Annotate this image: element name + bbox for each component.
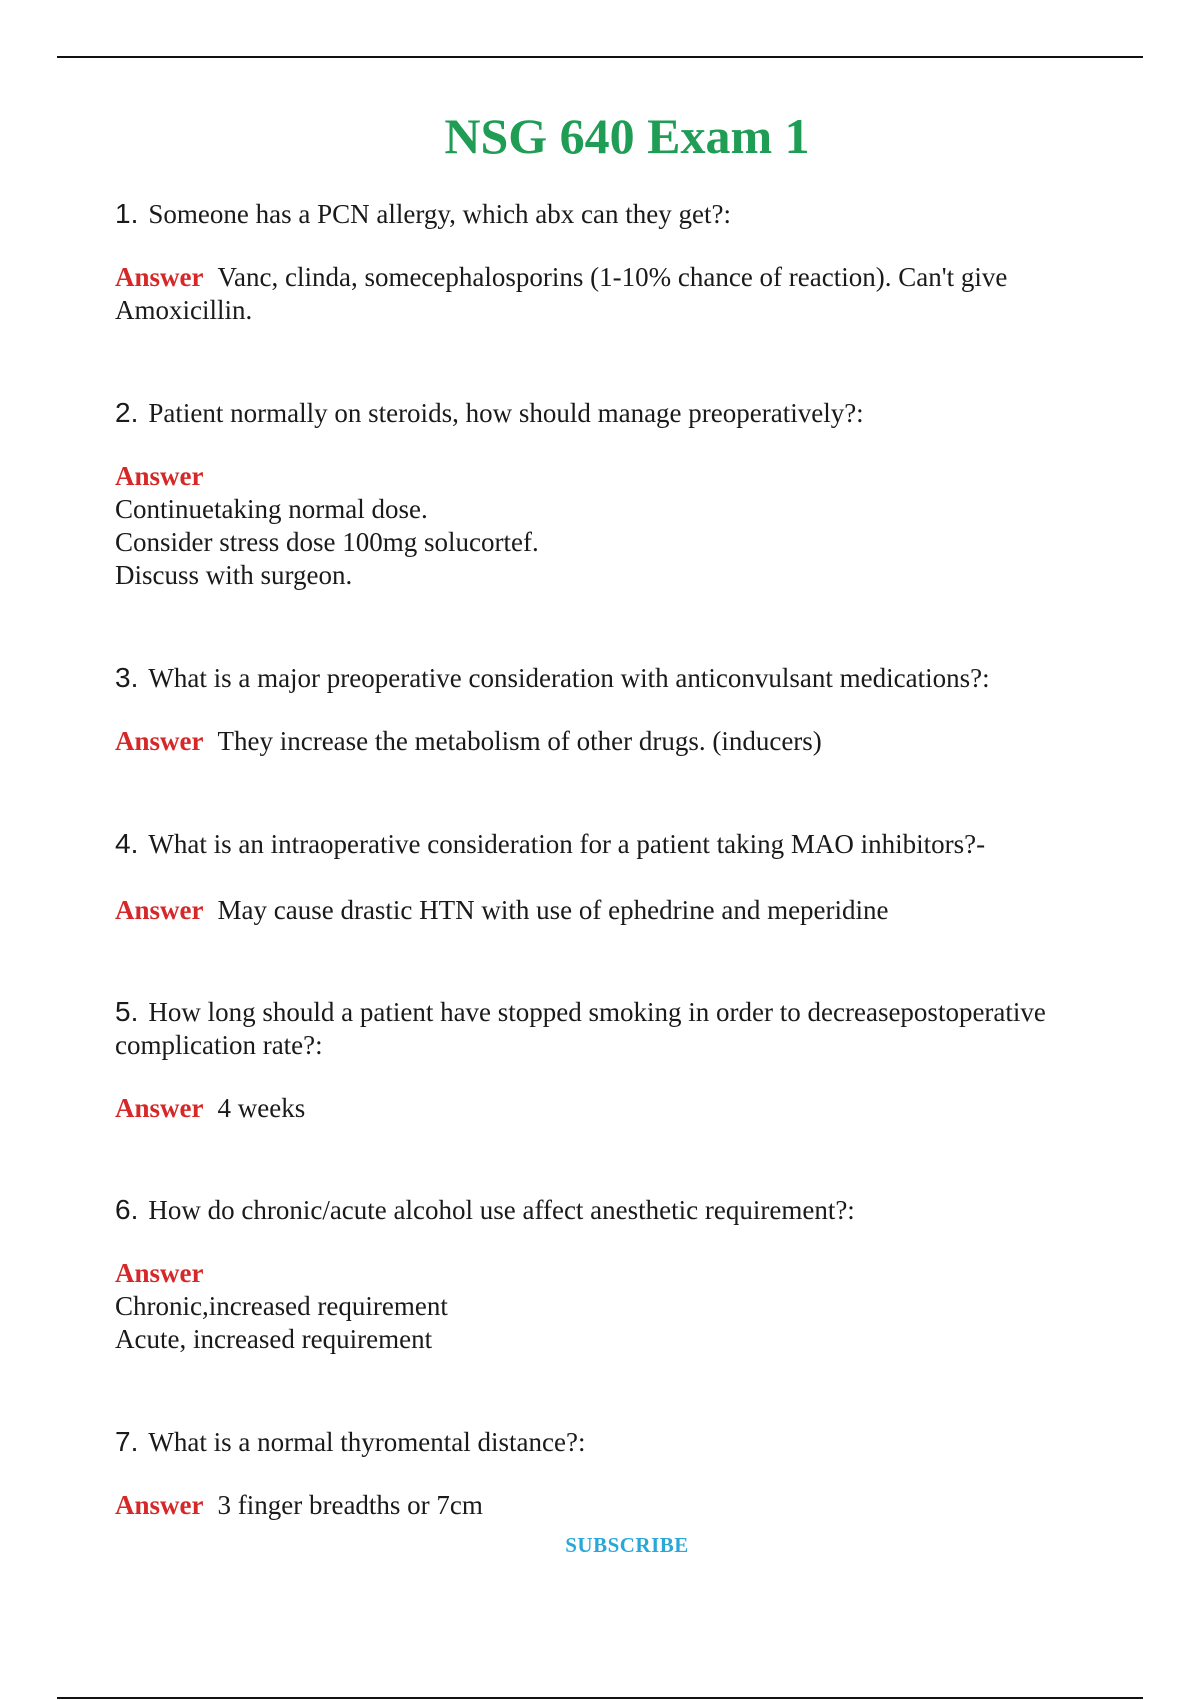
question-number: 5. xyxy=(115,996,139,1027)
qa-item-3 xyxy=(115,661,1115,758)
answer-label: Answer xyxy=(115,1093,204,1123)
document-title: NSG 640 Exam 1 xyxy=(444,107,810,164)
answer xyxy=(115,1257,1115,1356)
answer-text: Vanc, clinda, somecephalosporins (1-10% chance of reaction). Can't give Amoxicillin. xyxy=(115,262,1008,325)
question-text: How long should a patient have stopped smoking in order to decreasepostoperative complication rate?: xyxy=(115,997,1046,1060)
question-text: What is an intraoperative consideration for a patient taking MAO inhibitors?- xyxy=(148,829,986,859)
question xyxy=(115,661,1115,695)
question-number: 4. xyxy=(115,828,139,859)
answer-line: Acute, increased requirement xyxy=(115,1324,433,1354)
answer xyxy=(115,460,1115,592)
answer-text: 4 weeks xyxy=(217,1093,306,1123)
answer-label: Answer xyxy=(115,262,204,292)
question xyxy=(115,827,1115,861)
answer-label: Answer xyxy=(115,461,204,491)
answer-label: Answer xyxy=(115,1490,204,1520)
answer xyxy=(115,1092,1115,1125)
question xyxy=(115,1193,1115,1227)
question-number: 7. xyxy=(115,1426,139,1457)
qa-item-6 xyxy=(115,1193,1115,1356)
answer-label: Answer xyxy=(115,726,204,756)
answer xyxy=(115,1489,1115,1522)
answer-line: Consider stress dose 100mg solucortef. xyxy=(115,527,539,557)
answer-text: May cause drastic HTN with use of ephedrine and meperidine xyxy=(217,895,889,925)
answer-text: 3 finger breadths or 7cm xyxy=(217,1490,483,1520)
question xyxy=(115,1425,1115,1459)
qa-item-1 xyxy=(115,197,1115,327)
answer-label: Answer xyxy=(115,895,204,925)
question-number: 1. xyxy=(115,198,139,229)
answer xyxy=(115,261,1115,327)
qa-item-5 xyxy=(115,995,1115,1125)
question-text: What is a normal thyromental distance?: xyxy=(148,1427,586,1457)
question-number: 3. xyxy=(115,662,139,693)
question-text: Someone has a PCN allergy, which abx can they get?: xyxy=(148,199,731,229)
question-text: What is a major preoperative consideration with anticonvulsant medications?: xyxy=(148,663,990,693)
qa-item-4 xyxy=(115,827,1115,927)
question xyxy=(115,995,1115,1062)
answer xyxy=(115,894,1115,927)
question xyxy=(115,396,1115,430)
question-number: 2. xyxy=(115,397,139,428)
qa-item-2 xyxy=(115,396,1115,592)
answer-line: Discuss with surgeon. xyxy=(115,560,353,590)
answer-label: Answer xyxy=(115,1258,204,1288)
answer-line: Continuetaking normal dose. xyxy=(115,494,428,524)
answer xyxy=(115,725,1115,758)
qa-item-7 xyxy=(115,1425,1115,1522)
bottom-rule xyxy=(57,1697,1143,1699)
answer-line: Chronic,increased requirement xyxy=(115,1291,448,1321)
question-text: Patient normally on steroids, how should manage preoperatively?: xyxy=(148,398,864,428)
question-text: How do chronic/acute alcohol use affect anesthetic requirement?: xyxy=(148,1195,855,1225)
top-rule xyxy=(57,56,1143,58)
question-number: 6. xyxy=(115,1194,139,1225)
question xyxy=(115,197,1115,231)
answer-text: They increase the metabolism of other drugs. (inducers) xyxy=(217,726,822,756)
subscribe-link[interactable]: SUBSCRIBE xyxy=(565,1533,689,1557)
